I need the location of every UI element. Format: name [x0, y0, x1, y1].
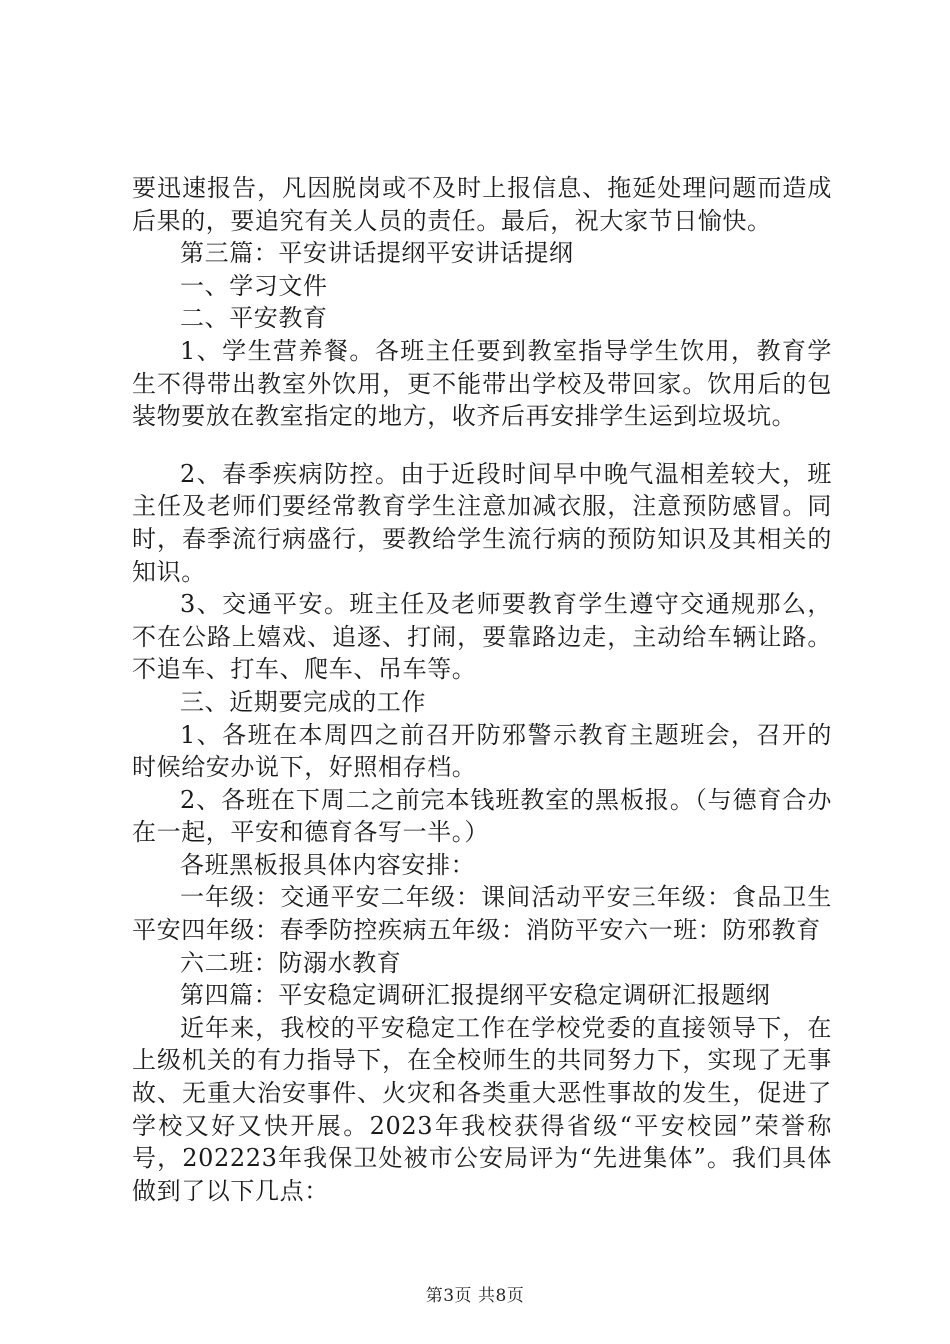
section-heading: 第四篇：平安稳定调研汇报提纲平安稳定调研汇报题纲	[180, 981, 771, 1010]
paragraph: 2、各班在下周二之前完本钱班教室的黑板报。（与德育合办在一起，平安和德育各写一半。）	[132, 785, 832, 847]
page-number-footer: 第3页 共8页	[425, 1286, 525, 1306]
paragraph: 2、春季疾病防控。由于近段时间早中晚气温相差较大，班主任及老师们要经常教育学生注意加减衣服，注意预防感冒。同时，春季流行病盛行，要教给学生流行病的预防知识及其相关的知识。	[132, 459, 832, 586]
paragraph: 一年级：交通平安二年级：课间活动平安三年级：食品卫生平安四年级：春季防控疾病五年级：消防平安六一班：防邪教育	[132, 883, 832, 945]
paragraph: 要迅速报告，凡因脱岗或不及时上报信息、拖延处理问题而造成后果的，要追究有关人员的责任。最后，祝大家节日愉快。	[132, 174, 832, 235]
document-body	[132, 172, 832, 1207]
outline-heading: 三、近期要完成的工作	[180, 687, 426, 716]
paragraph: 六二班：防溺水教育	[180, 948, 402, 977]
paragraph: 3、交通平安。班主任及老师要教育学生遵守交通规那么，不在公路上嬉戏、追逐、打闹，要靠路边走，主动给车辆让路。不追车、打车、爬车、吊车等。	[132, 590, 832, 684]
outline-heading: 一、学习文件	[180, 271, 328, 300]
paragraph: 1、学生营养餐。各班主任要到教室指导学生饮用，教育学生不得带出教室外饮用，更不能带出学校及带回家。饮用后的包装物要放在教室指定的地方，收齐后再安排学生运到垃圾坑。	[132, 336, 832, 431]
paragraph: 各班黑板报具体内容安排：	[180, 850, 476, 879]
outline-heading: 二、平安教育	[180, 304, 328, 333]
section-heading: 第三篇：平安讲话提纲平安讲话提纲	[180, 239, 574, 268]
paragraph: 近年来，我校的平安稳定工作在学校党委的直接领导下，在上级机关的有力指导下，在全校师生的共同努力下，实现了无事故、无重大治安事件、火灾和各类重大恶性事故的发生，促进了学校又好又快开展。2023年我校获得省级“平安校园”荣誉称号，202223年我保卫处被市公安局评为“先进集体”。我们具体做到了以下几点：	[132, 1013, 832, 1205]
paragraph: 1、各班在本周四之前召开防邪警示教育主题班会，召开的时候给安办说下，好照相存档。	[132, 720, 832, 782]
